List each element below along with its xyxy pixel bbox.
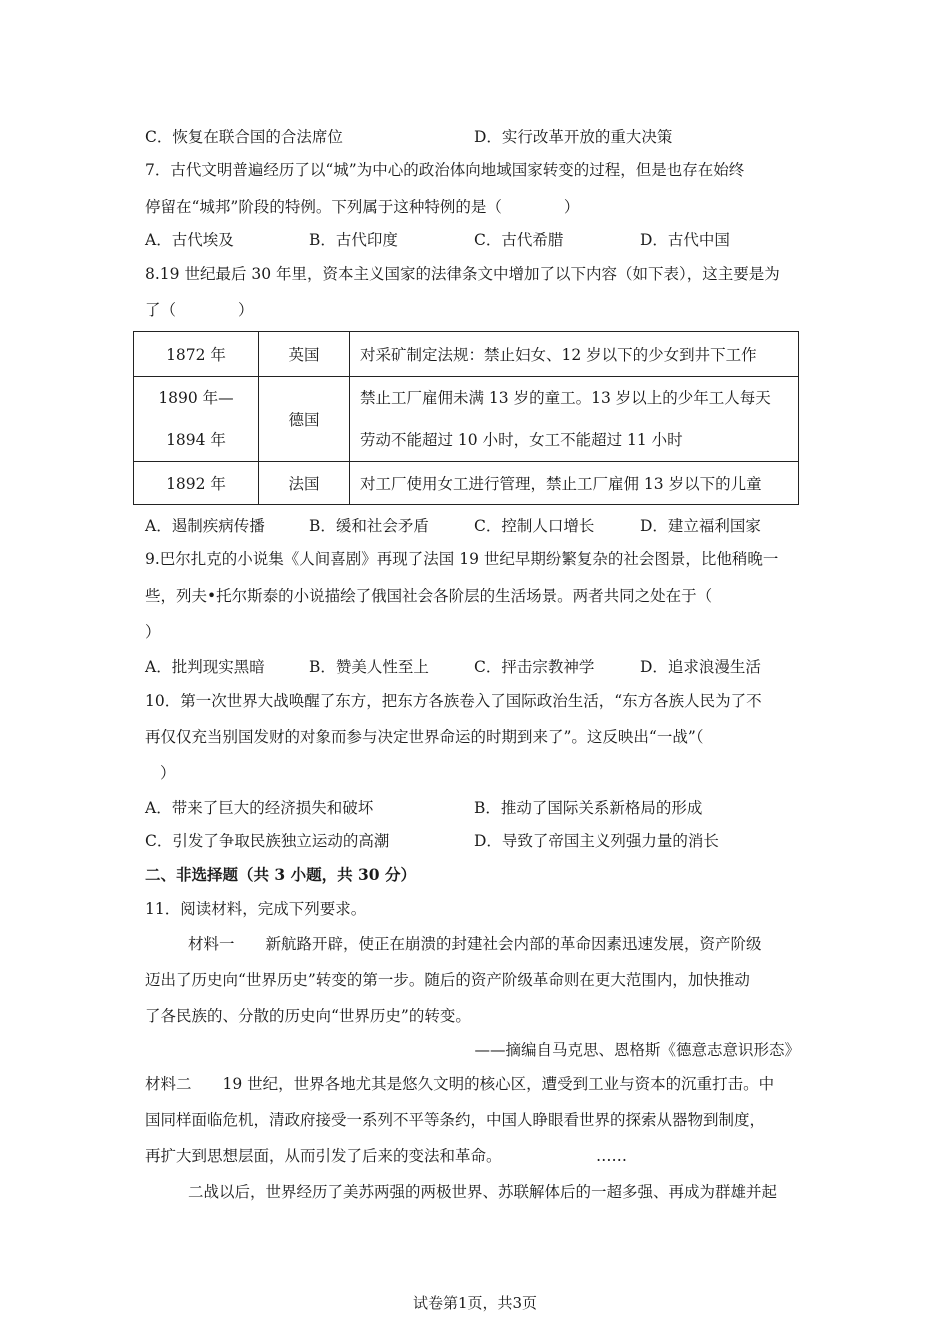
table-cell-content-line2: 劳动不能超过 10 小时，女工不能超过 11 小时 [360,431,683,449]
table-cell-country: 英国 [259,332,350,377]
q9-stem-line3: ） [145,623,161,641]
q8-stem-line2: 了（ ） [145,301,254,319]
q10-option-a: A．带来了巨大的经济损失和破坏 [145,799,374,817]
table-cell-year-line2: 1894 年 [166,431,226,449]
q10-option-d: D．导致了帝国主义列强力量的消长 [474,832,719,850]
q11-material1-source: ——摘编自马克思、恩格斯《德意志意识形态》 [474,1041,800,1059]
table-row [134,462,799,505]
table-cell-content: 对工厂使用女工进行管理，禁止工厂雇佣 13 岁以下的儿童 [350,462,799,505]
table-cell-country: 德国 [259,377,350,462]
page-footer: 试卷第1页，共3页 [412,1294,538,1312]
q11-material1-line3: 了各民族的、分散的历史向“世界历史”的转变。 [145,1007,471,1025]
table-row [134,377,799,462]
q9-option-c: C．抨击宗教神学 [474,658,595,676]
q9-option-a: A．批判现实黑暗 [145,658,265,676]
q7-option-b: B．古代印度 [309,231,398,249]
q6-option-d: D．实行改革开放的重大决策 [474,128,673,146]
section-heading: 二、非选择题（共 3 小题，共 30 分） [145,865,416,884]
q6-option-c: C．恢复在联合国的合法席位 [145,128,343,146]
q7-stem-line1: 7．古代文明普遍经历了以“城”为中心的政治体向地域国家转变的过程，但是也存在始终 [145,161,745,179]
table-cell-year: 1872 年 [134,332,259,377]
q7-stem-line2: 停留在“城邦”阶段的特例。下列属于这种特例的是（ ） [145,198,580,216]
table-cell-year-line1: 1890 年— [158,389,234,407]
q9-option-d: D．追求浪漫生活 [640,658,761,676]
q11-material1-line2: 迈出了历史向“世界历史”转变的第一步。随后的资产阶级革命则在更大范围内，加快推动 [145,971,750,989]
q8-option-b: B．缓和社会矛盾 [309,517,429,535]
q11-material2-ellipsis: …… [596,1147,627,1165]
q9-stem-line2: 些，列夫•托尔斯泰的小说描绘了俄国社会各阶层的生活场景。两者共同之处在于（ [145,587,713,605]
q8-option-a: A．遏制疾病传播 [145,517,265,535]
table-cell-country: 法国 [259,462,350,505]
q10-stem-line3: ） [160,764,176,782]
q7-option-a: A．古代埃及 [145,231,234,249]
q10-stem-line2: 再仅仅充当别国发财的对象而参与决定世界命运的时期到来了”。这反映出“一战”（ [145,728,704,746]
q10-stem-line1: 10．第一次世界大战唤醒了东方，把东方各族卷入了国际政治生活，“东方各族人民为了不 [145,692,762,710]
table-cell-content [350,377,799,462]
table-cell-year [134,377,259,462]
q9-option-b: B．赞美人性至上 [309,658,429,676]
q11-material2-line3: 再扩大到思想层面，从而引发了后来的变法和革命。 [145,1147,502,1165]
q7-option-d: D．古代中国 [640,231,730,249]
table-cell-content-line1: 禁止工厂雇佣未满 13 岁的童工。13 岁以上的少年工人每天 [360,389,771,407]
q11-intro: 11．阅读材料，完成下列要求。 [145,900,367,918]
table-cell-year: 1892 年 [134,462,259,505]
q10-option-b: B．推动了国际关系新格局的形成 [474,799,703,817]
q8-stem-line1: 8.19 世纪最后 30 年里，资本主义国家的法律条文中增加了以下内容（如下表），这主要是为 [145,265,780,283]
q11-material2-line2: 国同样面临危机，清政府接受一系列不平等条约，中国人睁眼看世界的探索从器物到制度， [145,1111,766,1129]
table-cell-content: 对采矿制定法规：禁止妇女、12 岁以下的少女到井下工作 [350,332,799,377]
law-table [133,331,799,505]
q11-material1-line1: 材料一 新航路开辟，使正在崩溃的封建社会内部的革命因素迅速发展，资产阶级 [188,935,762,953]
q9-stem-line1: 9.巴尔扎克的小说集《人间喜剧》再现了法国 19 世纪早期纷繁复杂的社会图景，比他稍晚一 [145,550,779,568]
q8-option-c: C．控制人口增长 [474,517,595,535]
q8-option-d: D．建立福利国家 [640,517,761,535]
table-row [134,332,799,377]
q11-material2-line1: 材料二 19 世纪，世界各地尤其是悠久文明的核心区，遭受到工业与资本的沉重打击。中 [145,1075,775,1093]
q10-option-c: C．引发了争取民族独立运动的高潮 [145,832,390,850]
q7-option-c: C．古代希腊 [474,231,564,249]
q11-material2-line4: 二战以后，世界经历了美苏两强的两极世界、苏联解体后的一超多强、再成为群雄并起 [188,1183,778,1201]
